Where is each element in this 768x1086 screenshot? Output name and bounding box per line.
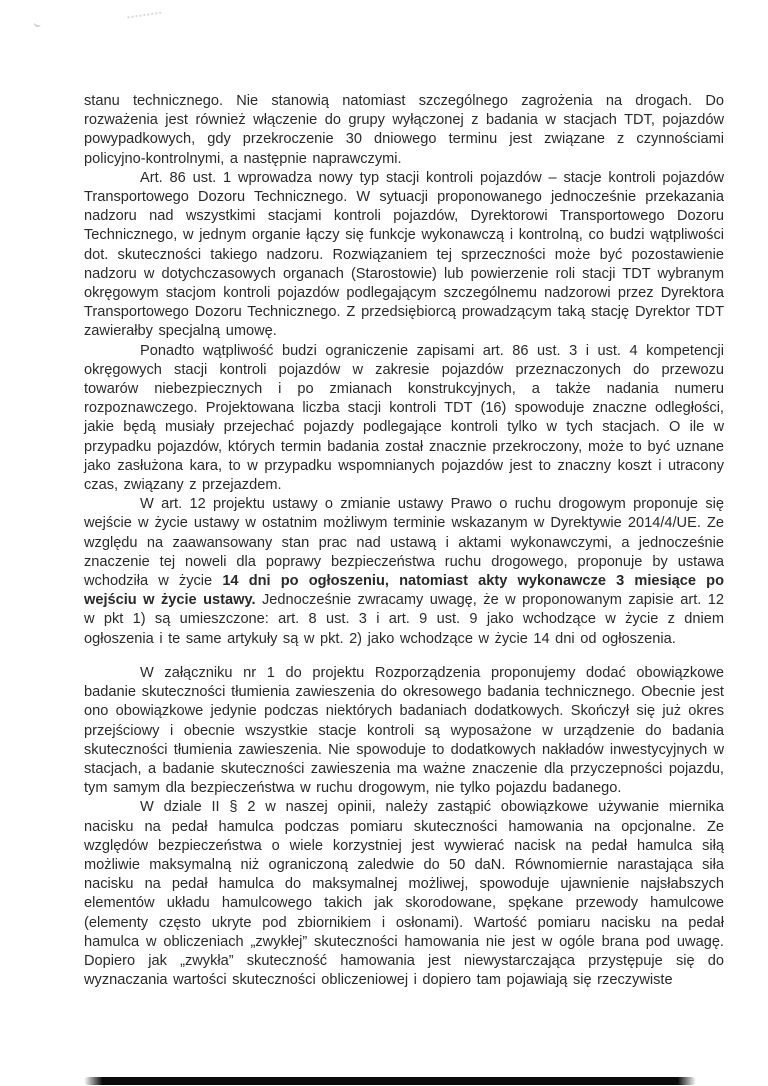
paragraph-art-12 (84, 495, 724, 649)
paragraph-kompetencje: Ponadto wątpliwość budzi ograniczenie zapisami art. 86 ust. 3 i ust. 4 kompetencji okręgowych stacji kontroli pojazdów w zakresie pojazdów przeznaczonych do przewozu towarów niebezpiecznych i po zmianach konstrukcyjnych, a także nadania numeru rozpoznawczego. Projektowana liczba stacji kontroli TDT (16) spowoduje znaczne odległości, jakie będą musiały przejechać pojazdy podlegające kontroli tylko w tych stacjach. O ile w przypadku pojazdów, których termin badania został znacznie przekroczony, może to być uznane jako zasłużona kara, to w przypadku wspomnianych pojazdów jest to znaczny koszt i utracony czas, związany z przejazdem. (84, 342, 724, 494)
paragraph-zalacznik-1: W załączniku nr 1 do projektu Rozporządzenia proponujemy dodać obowiązkowe badanie skuteczności tłumienia zawieszenia do okresowego badania technicznego. Obecnie jest ono obowiązkowe jedynie podczas niektórych badaniach dodatkowych. Skończył się już okres przejściowy i obecnie wszystkie stacje kontroli są wyposażone w urządzenie do badania skuteczności tłumienia zawieszenia. Nie spowoduje to dodatkowych nakładów inwestycyjnych w stacjach, a badanie skuteczności zawieszenia ma ważne znaczenie dla przyczepności pojazdu, tym samym dla bezpieczeństwa w ruchu drogowym, nie tylko pojazdu badanego. (84, 664, 724, 797)
scan-speck (127, 12, 162, 28)
scan-speck (33, 19, 42, 28)
paragraph-art-86: Art. 86 ust. 1 wprowadza nowy typ stacji kontroli pojazdów – stacje kontroli pojazdów Transportowego Dozoru Technicznego. W sytuacji proponowanego jednocześnie przekazania nadzoru nad wszystkimi stacjami kontroli pojazdów, Dyrektorowi Transportowego Dozoru Technicznego, w jednym organie łączy się funkcje wykonawczą i kontrolną, co budzi wątpliwości dot. skuteczności takiego nadzoru. Rozwiązaniem tej sprzeczności może być pozostawienie nadzoru w dotychczasowych organach (Starostowie) lub powierzenie roli stacji TDT wybranym okręgowym stacjom kontroli pojazdów podlegającym szczególnemu nadzorowi przez Dyrektora Transportowego Dozoru Technicznego. Z przedsiębiorcą prowadzącym taką stację Dyrektor TDT zawierałby specjalną umowę. (84, 169, 724, 340)
paragraph-art-12-text: W art. 12 projektu ustawy o zmianie ustawy Prawo o ruchu drogowym proponuje się wejście w życie ustawy w ostatnim możliwym terminie wskazanym w Dyrektywie 2014/4/UE. Ze względu na zaawansowany stan prac nad ustawą i aktami wykonawczymi, a jednocześnie znaczenie tej noweli dla poprawy bezpieczeństwa ruchu drogowego, proponuje by ustawa wchodziła w życie (84, 496, 724, 590)
paragraph-dzial-2: W dziale II § 2 w naszej opinii, należy zastąpić obowiązkowe używanie miernika nacisku na pedał hamulca podczas pomiaru skuteczności hamowania na opcjonalne. Ze względów bezpieczeństwa o wiele korzystniej jest wywierać nacisk na pedał hamulca siłą możliwie maksymalną niż ograniczoną zaledwie do 50 daN. Równomiernie narastająca siła nacisku na pedał hamulca do maksymalnej możliwej, spowoduje ujawnienie najsłabszych elementów układu hamulcowego takich jak skorodowane, spękane przewody hamulcowe (elementy często ukryte pod zbiornikiem i osłonami). Wartość pomiaru nacisku na pedał hamulca w obliczeniach „zwykłej” skuteczności hamowania nie jest w ogóle brana pod uwagę. Dopiero jak „zwykła” skuteczność hamowania jest niewystarczająca przystępuje się do wyznaczania wartości skuteczności obliczeniowej i dopiero tam pojawiają się rzeczywiste (84, 799, 724, 989)
scan-edge-artifact (84, 1077, 696, 1085)
document-body (84, 92, 724, 990)
paragraph-continuation: stanu technicznego. Nie stanowią natomiast szczególnego zagrożenia na drogach. Do rozważenia jest również włączenie do grupy wyłączonej z badania w stacjach TDT, pojazdów powypadkowych, gdy przekroczenie 30 dniowego terminu jest związane z czynnościami policyjno-kontrolnymi, a następnie naprawczymi. (84, 93, 724, 167)
paragraph-art-12-bold-text: 14 dni po ogłoszeniu, natomiast akty wykonawcze 3 miesiące po wejściu w życie ustawy. (84, 573, 724, 609)
paragraph-art-12-text: Jednocześnie zwracamy uwagę, że w proponowanym zapisie art. 12 w pkt 1) są umieszczone: art. 8 ust. 3 i art. 9 ust. 9 jako wchodzące w życie z dniem ogłoszenia i te same artykuły są w pkt. 2) jako wchodzące w życie 14 dni od ogłoszenia. (84, 592, 724, 647)
